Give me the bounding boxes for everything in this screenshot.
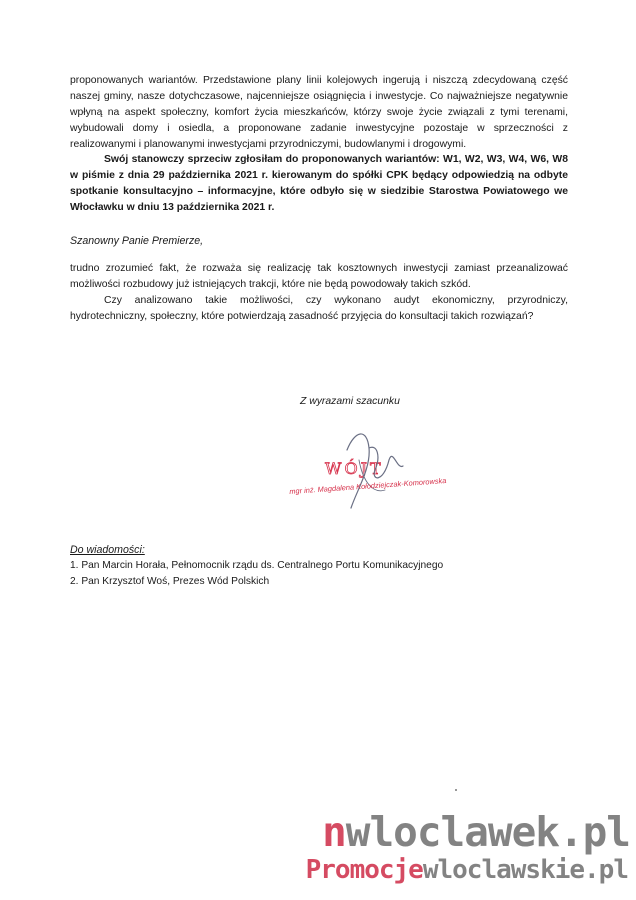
scan-speck: [455, 789, 457, 791]
stamp-title: WÓJT: [325, 459, 384, 478]
cc-heading: Do wiadomości:: [70, 544, 145, 556]
paragraph-1: proponowanych wariantów. Przedstawione plany linii kolejowych ingerują i niszczą zdecydowaną część naszej gminy, nasze dotychczasowe, najcenniejsze osiągnięcia i inwestycje. Co najważniejsze negatywnie wpłyną na aspekt społeczny, komfort życia mieszkańców, którzy swoje życie związali z tymi terenami, wybudowali domy i osiedla, a proponowane zadanie inwestycyjne pozostaje w sprzeczności z realizowanymi i planowanymi inwestycjami przyrodniczymi, budowlanymi i drogowymi.: [70, 75, 568, 150]
watermark-nwloclawek: [322, 808, 630, 856]
signature-stamp-graphic: [285, 420, 445, 520]
salutation: Szanowny Panie Premierze,: [70, 235, 204, 247]
paragraph-4: Czy analizowano takie możliwości, czy wykonano audyt ekonomiczny, przyrodniczy, hydrotechniczny, społeczny, które potwierdzają zasadność przyjęcia do konsultacji takich rozwiązań?: [70, 295, 568, 322]
paragraph-3: trudno zrozumieć fakt, że rozważa się realizację tak kosztownych inwestycji zamiast przeanalizować możliwości rozbudowy już istniejących trakcji, które nie będą powodowały takich szkód.: [70, 263, 568, 290]
watermark-red-part: Promocje: [305, 855, 423, 885]
watermark-red-part: n: [322, 808, 346, 856]
closing-phrase: Z wyrazami szacunku: [300, 396, 400, 407]
paragraph-block-3: [70, 261, 568, 325]
cc-item: 1. Pan Marcin Horała, Pełnomocnik rządu ds. Centralnego Portu Komunikacyjnego: [70, 560, 444, 571]
stamp-name: mgr inż. Magdalena Kołodziejczak-Komorowska: [289, 476, 447, 496]
watermark-promocje: [306, 855, 628, 885]
cc-list: [70, 558, 443, 590]
watermark-gray-part: wloclawskie.pl: [422, 855, 628, 885]
watermark-gray-part: wloclawek.pl: [345, 808, 630, 856]
cc-item: 2. Pan Krzysztof Woś, Prezes Wód Polskich: [70, 576, 270, 587]
paragraph-2-objection: Swój stanowczy sprzeciw zgłosiłam do proponowanych wariantów: W1, W2, W3, W4, W6, W8 w piśmie z dnia 29 października 2021 r. kierowanym do spółki CPK będący odpowiedzią na odbyte spotkanie konsultacyjno – informacyjne, które odbyło się w siedzibie Starostwa Powiatowego we Włocławku w dniu 13 października 2021 r.: [70, 154, 568, 213]
